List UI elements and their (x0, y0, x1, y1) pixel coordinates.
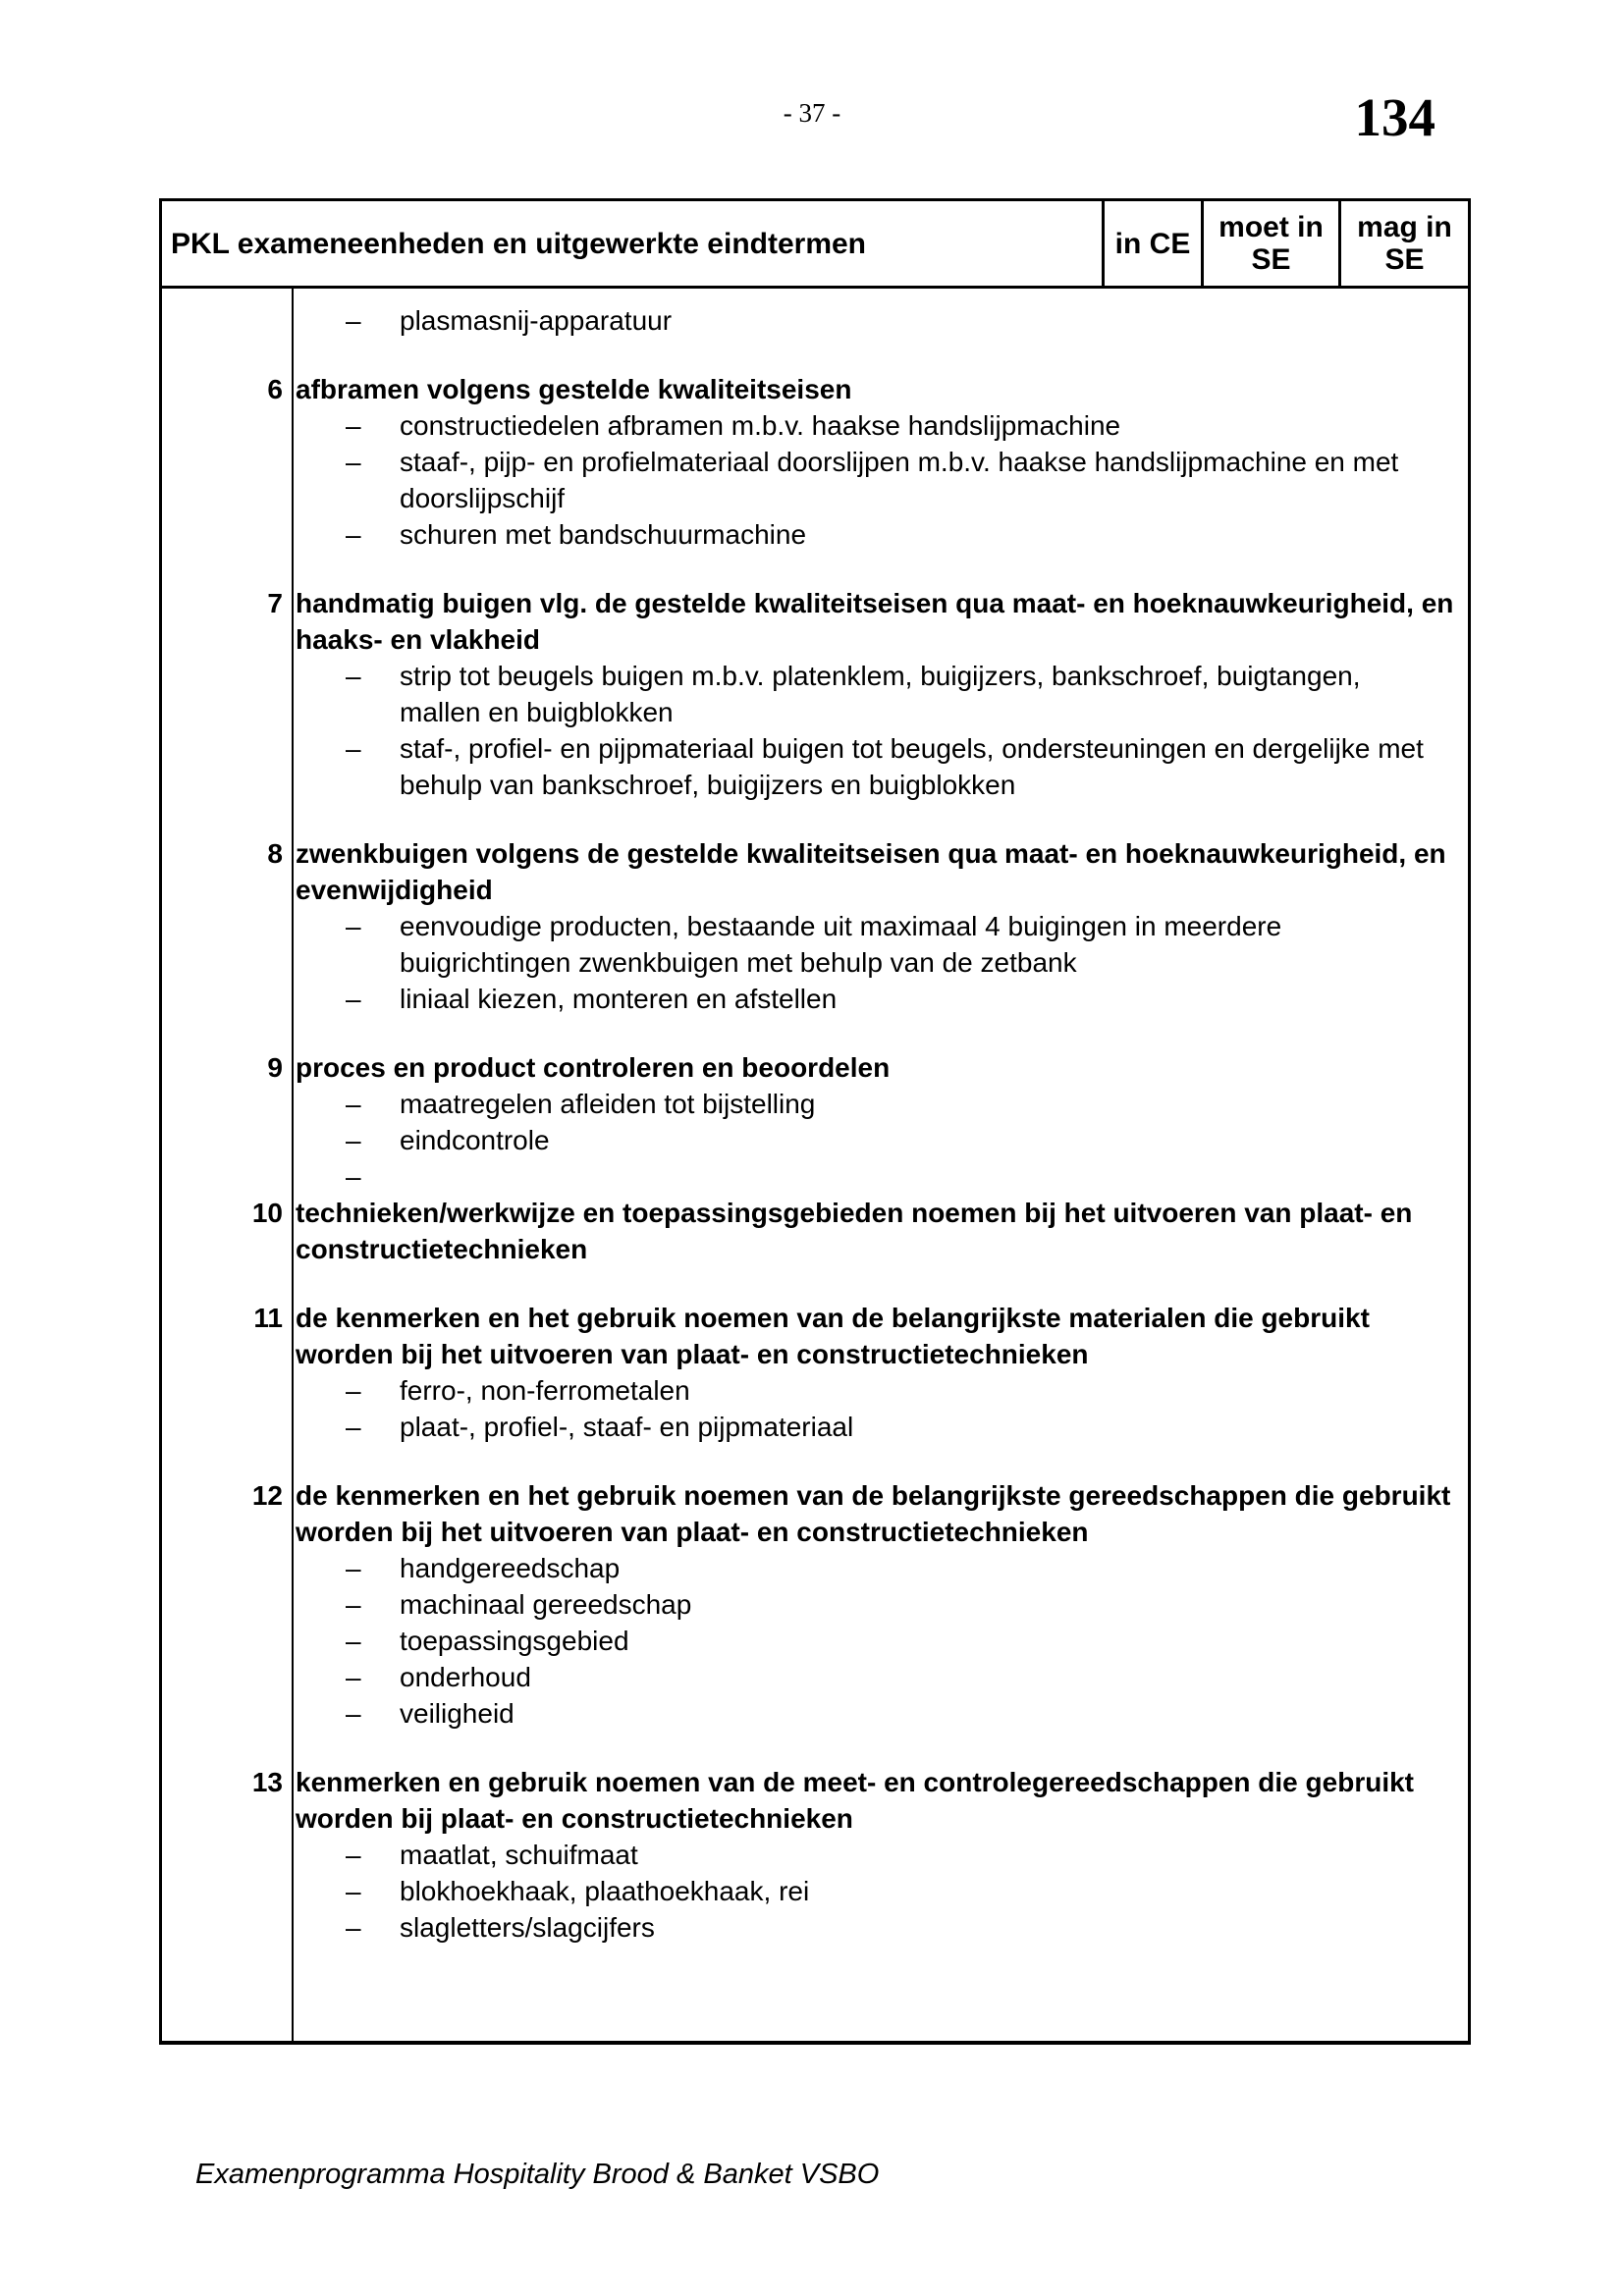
list-item-text: constructiedelen afbramen m.b.v. haakse handslijpmachine (400, 410, 1121, 441)
exam-item-body (294, 835, 1468, 1017)
exam-item-number: 11 (253, 1303, 283, 1333)
table-header-row (162, 201, 1468, 289)
list-item (296, 302, 1458, 339)
exam-item-body (294, 371, 1468, 553)
dash-bullet: – (346, 1412, 361, 1442)
list-item (296, 908, 1458, 981)
dash-bullet: – (346, 519, 361, 550)
list-item (296, 1873, 1458, 1909)
list-item-text: eenvoudige producten, bestaande uit maximaal 4 buigingen in meerdere buigrichtingen zwenkbuigen met behulp van de zetbank (400, 911, 1282, 978)
exam-item (162, 1764, 1468, 1946)
dash-bullet: – (346, 1589, 361, 1620)
dash-bullet: – (346, 984, 361, 1014)
exam-item-body (294, 585, 1468, 803)
exam-item (162, 585, 1468, 803)
dash-bullet: – (346, 1876, 361, 1906)
list-item (296, 1409, 1458, 1445)
list-item-text: machinaal gereedschap (400, 1589, 692, 1620)
exam-item-number: 12 (251, 1480, 283, 1511)
dash-bullet: – (346, 1840, 361, 1870)
dash-bullet: – (346, 1698, 361, 1729)
page-number-large: 134 (1354, 87, 1435, 147)
exam-item-heading: technieken/werkwijze en toepassingsgebieden noemen bij het uitvoeren van plaat- en constructietechnieken (296, 1198, 1413, 1264)
exam-item-number (162, 302, 294, 339)
dash-bullet: – (346, 1662, 361, 1692)
list-item (296, 1623, 1458, 1659)
exam-item-body (294, 1764, 1468, 1946)
list-item (296, 981, 1458, 1017)
list-item (296, 1158, 1458, 1195)
list-item-text: veiligheid (400, 1698, 514, 1729)
exam-item-body (294, 1300, 1468, 1445)
list-item (296, 1659, 1458, 1695)
table-header-in-ce: in CE (1102, 201, 1201, 286)
dash-bullet: – (346, 305, 361, 336)
list-item-text: liniaal kiezen, monteren en afstellen (400, 984, 838, 1014)
list-item-text: ferro-, non-ferrometalen (400, 1375, 690, 1406)
dash-bullet: – (346, 410, 361, 441)
exam-item (162, 1300, 1468, 1445)
dash-bullet: – (346, 1553, 361, 1583)
page-number-center: - 37 - (783, 98, 841, 128)
exam-item-heading: de kenmerken en het gebruik noemen van de belangrijkste materialen die gebruikt worden bij het uitvoeren van plaat- en constructietechnieken (296, 1303, 1370, 1369)
list-item-text: eindcontrole (400, 1125, 550, 1155)
list-item (296, 1086, 1458, 1122)
table-body (162, 289, 1468, 2041)
table-header-title: PKL exameneenheden en uitgewerkte eindtermen (171, 227, 867, 260)
exam-item-number: 9 (267, 1052, 283, 1083)
list-item (296, 730, 1458, 803)
list-item (296, 516, 1458, 553)
list-item (296, 658, 1458, 730)
list-item-text: staaf-, pijp- en profielmateriaal doorslijpen m.b.v. haakse handslijpmachine en met doorslijpschijf (400, 447, 1399, 513)
exam-units-table (159, 198, 1471, 2045)
list-item (296, 1909, 1458, 1946)
exam-item-body (294, 1195, 1468, 1267)
dash-bullet: – (346, 1125, 361, 1155)
exam-item-number: 7 (267, 588, 283, 618)
exam-item-number: 8 (267, 838, 283, 869)
list-item (296, 407, 1458, 444)
exam-item-heading: kenmerken en gebruik noemen van de meet- en controlegereedschappen die gebruikt worden bij plaat- en constructietechnieken (296, 1767, 1414, 1834)
list-item-text: plaat-, profiel-, staaf- en pijpmateriaal (400, 1412, 854, 1442)
exam-item-number: 10 (251, 1198, 283, 1228)
exam-item-heading: handmatig buigen vlg. de gestelde kwaliteitseisen qua maat- en hoeknauwkeurigheid, en haaks- en vlakheid (296, 588, 1454, 655)
dash-bullet: – (346, 1161, 361, 1192)
list-item-text: onderhoud (400, 1662, 531, 1692)
exam-item (162, 1477, 1468, 1732)
list-item-text: schuren met bandschuurmachine (400, 519, 807, 550)
dash-bullet: – (346, 661, 361, 691)
exam-item (162, 371, 1468, 553)
dash-bullet: – (346, 1626, 361, 1656)
exam-item (162, 835, 1468, 1017)
exam-item (162, 1049, 1468, 1195)
exam-item-continuation (162, 302, 1468, 339)
dash-bullet: – (346, 1912, 361, 1943)
list-item (296, 444, 1458, 516)
list-item (296, 1550, 1458, 1586)
list-item-text: plasmasnij-apparatuur (400, 305, 673, 336)
list-item-text: slagletters/slagcijfers (400, 1912, 655, 1943)
dash-bullet: – (346, 733, 361, 764)
list-item (296, 1372, 1458, 1409)
exam-item-heading: zwenkbuigen volgens de gestelde kwaliteitseisen qua maat- en hoeknauwkeurigheid, en evenwijdigheid (296, 838, 1446, 905)
exam-item-number: 6 (267, 374, 283, 404)
dash-bullet: – (346, 911, 361, 941)
table-header-moet-in-se: moet in SE (1201, 201, 1338, 286)
exam-item-body (294, 1477, 1468, 1732)
list-item (296, 1837, 1458, 1873)
list-item-text: staf-, profiel- en pijpmateriaal buigen tot beugels, ondersteuningen en dergelijke met behulp van bankschroef, buigijzers en buigblokken (400, 733, 1424, 800)
exam-item-heading: proces en product controleren en beoordelen (296, 1052, 891, 1083)
dash-bullet: – (346, 447, 361, 477)
list-item-text: maatlat, schuifmaat (400, 1840, 638, 1870)
list-item-text (400, 1158, 1458, 1195)
exam-item-heading: afbramen volgens gestelde kwaliteitseisen (296, 374, 852, 404)
list-item-text: blokhoekhaak, plaathoekhaak, rei (400, 1876, 810, 1906)
dash-bullet: – (346, 1089, 361, 1119)
exam-item-heading: de kenmerken en het gebruik noemen van de belangrijkste gereedschappen die gebruikt worden bij het uitvoeren van plaat- en constructietechnieken (296, 1480, 1451, 1547)
number-column-divider (292, 289, 294, 2041)
list-item-text: toepassingsgebied (400, 1626, 629, 1656)
list-item (296, 1122, 1458, 1158)
list-item-text: handgereedschap (400, 1553, 621, 1583)
list-item (296, 1695, 1458, 1732)
exam-item-number: 13 (251, 1767, 283, 1797)
list-item (296, 1586, 1458, 1623)
table-header-mag-in-se: mag in SE (1338, 201, 1468, 286)
exam-item-body (294, 302, 1468, 339)
dash-bullet: – (346, 1375, 361, 1406)
footer-exam-programme: Examenprogramma Hospitality Brood & Banket VSBO (195, 2159, 880, 2190)
list-item-text: maatregelen afleiden tot bijstelling (400, 1089, 816, 1119)
exam-item-body (294, 1049, 1468, 1195)
list-item-text: strip tot beugels buigen m.b.v. platenklem, buigijzers, bankschroef, buigtangen, mallen en buigblokken (400, 661, 1361, 727)
exam-item (162, 1195, 1468, 1267)
